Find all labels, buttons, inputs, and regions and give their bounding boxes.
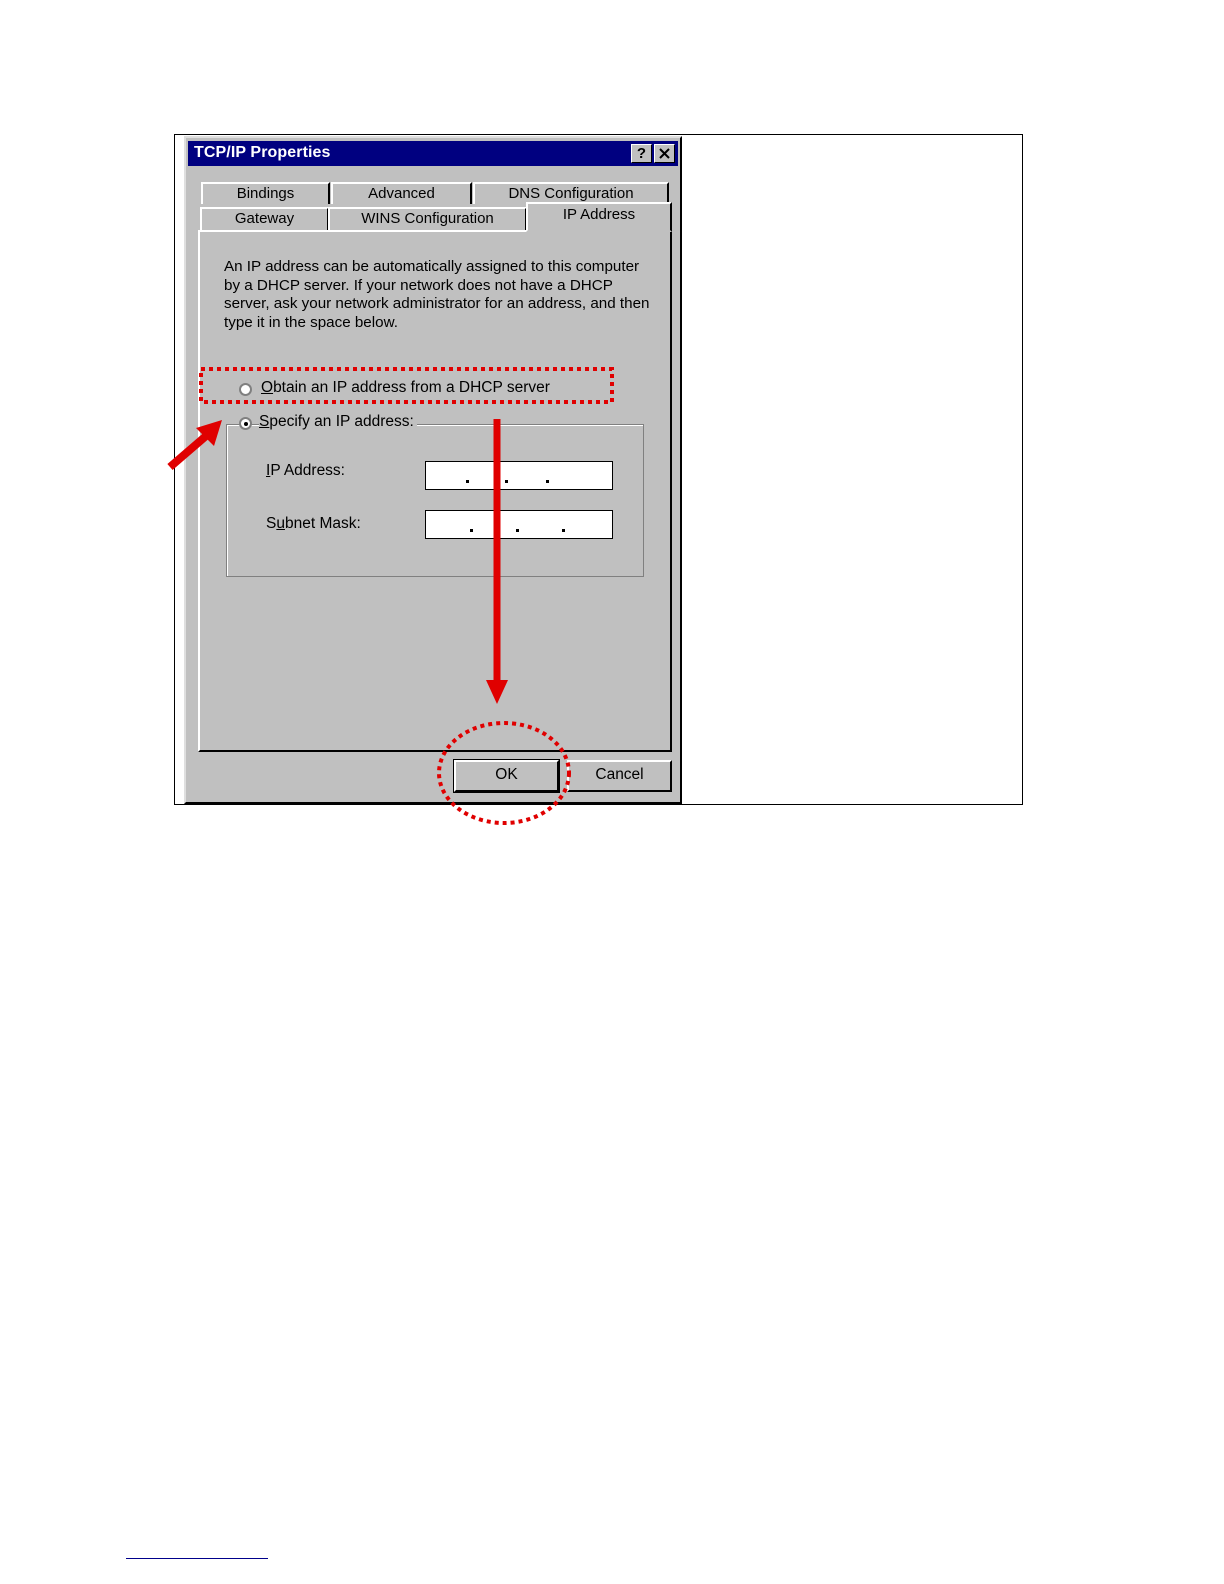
specify-accel: S bbox=[259, 413, 270, 430]
specify-ip-label[interactable] bbox=[259, 413, 417, 431]
tab-advanced-label: Advanced bbox=[368, 185, 435, 202]
tab-bindings[interactable] bbox=[201, 182, 330, 204]
tab-wins-configuration-label: WINS Configuration bbox=[361, 210, 494, 227]
help-button[interactable]: ? bbox=[631, 144, 652, 163]
ip-octet-separator bbox=[466, 480, 469, 483]
ip-address-accel: I bbox=[266, 462, 271, 479]
obtain-text: btain an IP address from a DHCP server bbox=[273, 379, 550, 396]
tab-dns-configuration[interactable] bbox=[473, 182, 669, 204]
ip-address-label bbox=[266, 462, 345, 480]
subnet-octet-separator bbox=[516, 529, 519, 532]
obtain-ip-radio[interactable] bbox=[239, 383, 252, 396]
cancel-button[interactable]: Cancel bbox=[567, 760, 672, 792]
subnet-pre: S bbox=[266, 515, 277, 532]
tab-dns-configuration-label: DNS Configuration bbox=[508, 185, 634, 202]
subnet-octet-separator bbox=[470, 529, 473, 532]
specify-ip-groupbox bbox=[226, 424, 644, 577]
tab-gateway-label: Gateway bbox=[234, 210, 295, 227]
subnet-octet-separator bbox=[562, 529, 565, 532]
title-bar bbox=[188, 141, 678, 166]
footer-link-underline bbox=[126, 1558, 268, 1559]
ip-octet-separator bbox=[546, 480, 549, 483]
ip-address-label-text: P Address: bbox=[270, 462, 345, 479]
tab-ip-address-label: IP Address bbox=[562, 206, 636, 223]
tab-advanced[interactable] bbox=[331, 182, 472, 204]
tab-gateway[interactable] bbox=[200, 207, 329, 231]
close-icon bbox=[659, 148, 670, 159]
description-text: An IP address can be automatically assigned to this computer by a DHCP server. If your network does not have a DHCP server, ask your network administrator for an address, and then type it in the space below. bbox=[224, 258, 650, 331]
subnet-label-text: bnet Mask: bbox=[284, 515, 361, 532]
ip-octet-separator bbox=[505, 480, 508, 483]
dialog-title: TCP/IP Properties bbox=[194, 144, 331, 161]
tab-bindings-label: Bindings bbox=[236, 185, 295, 202]
obtain-ip-label[interactable] bbox=[261, 379, 550, 397]
obtain-accel: O bbox=[261, 379, 274, 396]
ok-button[interactable]: OK bbox=[454, 760, 559, 792]
close-button[interactable] bbox=[654, 144, 675, 163]
ip-address-field[interactable] bbox=[425, 461, 613, 490]
subnet-mask-field[interactable] bbox=[425, 510, 613, 539]
specify-ip-radio[interactable] bbox=[239, 417, 252, 430]
tab-wins-configuration[interactable] bbox=[328, 207, 527, 231]
specify-text: pecify an IP address: bbox=[269, 413, 414, 430]
subnet-accel: u bbox=[276, 515, 285, 532]
tcpip-properties-dialog bbox=[184, 136, 682, 804]
tab-ip-address[interactable] bbox=[526, 202, 672, 232]
subnet-mask-label bbox=[266, 515, 361, 533]
